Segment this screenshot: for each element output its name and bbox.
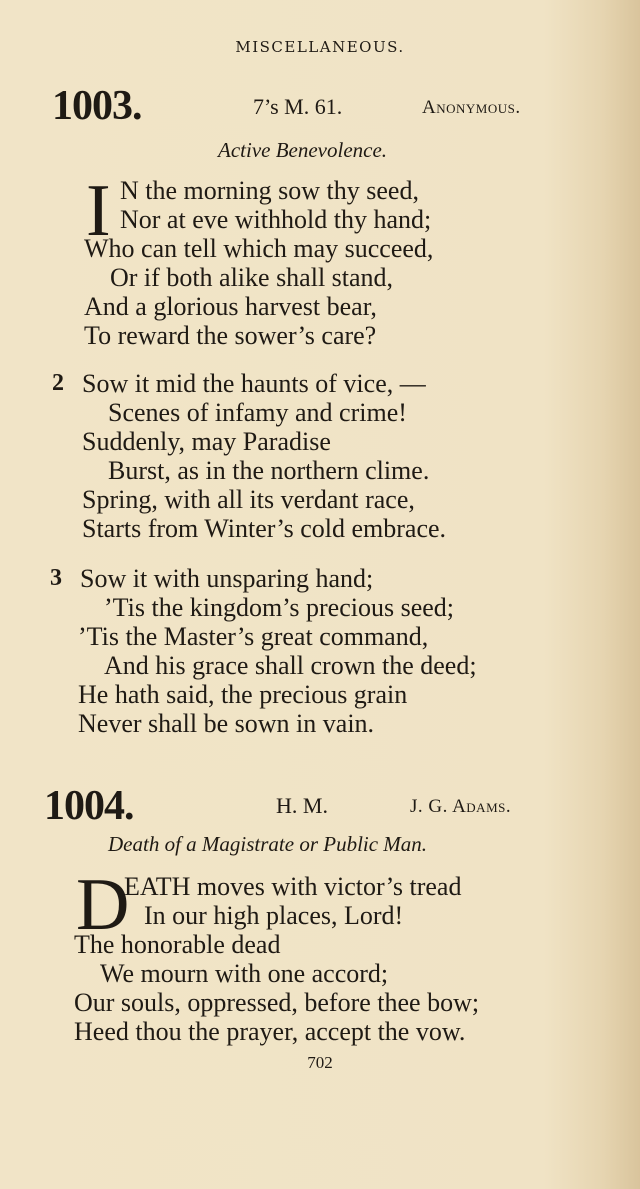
verse-line: Burst, as in the northern clime. <box>108 456 430 485</box>
verse-line: ’Tis the Master’s great command, <box>78 622 429 651</box>
verse-line: He hath said, the precious grain <box>78 680 408 709</box>
verse-line: Sow it with unsparing hand; <box>80 564 374 593</box>
hymn-title: Death of a Magistrate or Public Man. <box>108 832 428 856</box>
hymn-title: Active Benevolence. <box>218 138 388 162</box>
verse-line: Heed thou the prayer, accept the vow. <box>74 1017 466 1046</box>
verse-line: EATH moves with victor’s tread <box>124 872 462 901</box>
hymn-author: Anonymous. <box>422 97 521 118</box>
page-number: 702 <box>307 1053 333 1072</box>
verse-line: Suddenly, may Paradise <box>82 427 331 456</box>
verse-line: ’Tis the kingdom’s precious seed; <box>104 593 455 622</box>
hymn-number: 1004. <box>44 783 134 829</box>
running-head: MISCELLANEOUS. <box>235 38 405 56</box>
verse-line: Sow it mid the haunts of vice, — <box>82 369 426 398</box>
verse-line: Never shall be sown in vain. <box>78 709 375 738</box>
verse-line: Or if both alike shall stand, <box>110 263 394 292</box>
verse-line: To reward the sower’s care? <box>84 321 377 350</box>
stanza-number: 2 <box>52 370 64 396</box>
verse-line: We mourn with one accord; <box>100 959 389 988</box>
verse-line: And his grace shall crown the deed; <box>104 651 477 680</box>
hymn-meter: 7’s M. 61. <box>253 94 343 119</box>
verse-line: The honorable dead <box>74 930 281 959</box>
verse-line: Scenes of infamy and crime! <box>108 398 407 427</box>
stanza-number: 3 <box>50 565 62 591</box>
hymn-author: J. G. Adams. <box>410 796 512 817</box>
drop-cap: D <box>76 864 130 946</box>
verse-line: Spring, with all its verdant race, <box>82 485 415 514</box>
verse-line: N the morning sow thy seed, <box>120 176 419 205</box>
verse-line: In our high places, Lord! <box>144 901 404 930</box>
verse-line: Starts from Winter’s cold embrace. <box>82 514 447 543</box>
verse-line: Who can tell which may succeed, <box>84 234 434 263</box>
verse-line: And a glorious harvest bear, <box>84 292 377 321</box>
hymn-number: 1003. <box>52 83 142 129</box>
drop-cap: I <box>86 170 111 252</box>
hymn-meter: H. M. <box>276 793 328 818</box>
verse-line: Our souls, oppressed, before thee bow; <box>74 988 480 1017</box>
verse-line: Nor at eve withhold thy hand; <box>120 205 432 234</box>
